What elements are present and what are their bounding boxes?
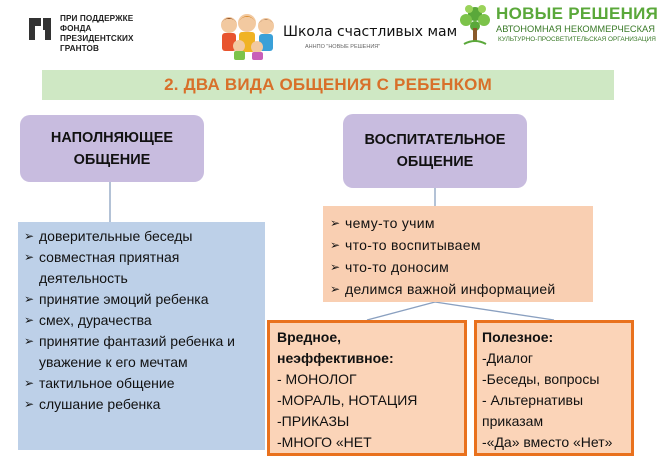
list-item-text: что-то доносим [345,259,450,275]
list-item [23,394,261,415]
arrow-bullet-icon: ➢ [330,282,341,296]
list-item-text: слушание ребенка [39,396,161,412]
arrow-bullet-icon: ➢ [330,238,341,252]
educational-communication-node [343,114,527,188]
pfg-line: ПРЕЗИДЕНТСКИХ [60,34,134,43]
list-item [23,373,261,394]
arrow-bullet-icon: ➢ [24,313,35,327]
useful-heading: Полезное: [482,329,554,345]
list-item-text: тактильное общение [39,375,175,391]
header [0,0,658,66]
list-item-text: совместная приятная деятельность [39,249,180,286]
list-item-text: делимся важной информацией [345,281,556,297]
arrow-bullet-icon: ➢ [24,397,35,411]
harmful-item: -МОРАЛЬ, НОТАЦИЯ [277,392,418,408]
presidential-grants-logo [26,12,176,60]
new-solutions-logo [456,2,658,58]
useful-box [474,320,634,456]
title-bar [42,70,614,100]
list-item-text: доверительные беседы [39,228,193,244]
list-item [329,212,589,234]
arrow-bullet-icon: ➢ [24,229,35,243]
page-title: 2. ДВА ВИДА ОБЩЕНИЯ С РЕБЕНКОМ [164,75,492,94]
pfg-line: ПРИ ПОДДЕРЖКЕ [60,14,134,23]
list-item-text: принятие эмоций ребенка [39,291,209,307]
family-kids-icon [215,12,281,60]
list-item [329,278,589,300]
happy-moms-school-logo [215,10,458,62]
harmful-heading-2: неэффективное: [277,350,394,366]
harmful-item: - МОНОЛОГ [277,371,357,387]
list-item [23,331,261,373]
arrow-bullet-icon: ➢ [330,260,341,274]
harmful-item: -ПРИКАЗЫ [277,413,350,429]
school-subtitle: АННПО "НОВЫЕ РЕШЕНИЯ" [305,44,381,50]
new-solutions-subtitle-2: КУЛЬТУРНО-ПРОСВЕТИТЕЛЬСКАЯ ОРГАНИЗАЦИЯ [498,36,656,43]
list-item [23,289,261,310]
tree-icon [456,2,494,48]
list-item [329,256,589,278]
arrow-bullet-icon: ➢ [24,292,35,306]
harmful-item: -МНОГО «НЕТ [277,434,372,450]
harmful-box [267,320,467,456]
node-label: НАПОЛНЯЮЩЕЕ [50,129,174,146]
harmful-heading: Вредное, [277,329,342,345]
pfg-line: ГРАНТОВ [60,44,99,53]
list-item-text: принятие фантазий ребенка и уважение к его мечтам [39,333,235,370]
node-label: ОБЩЕНИЕ [73,151,151,168]
arrow-bullet-icon: ➢ [330,216,341,230]
educational-communication-list [323,206,593,302]
useful-item: - Альтернативы приказам [482,392,584,429]
school-title: Школа счастливых мам [283,24,458,40]
list-item [329,234,589,256]
list-item [23,247,261,289]
list-item-text: чему-то учим [345,215,435,231]
list-item [23,310,261,331]
connector-useful [435,302,554,320]
node-label: ВОСПИТАТЕЛЬНОЕ [364,132,506,148]
connector-harmful [367,302,435,320]
list-item-text: смех, дурачества [39,312,152,328]
filling-communication-list [18,222,265,450]
arrow-bullet-icon: ➢ [24,250,35,264]
pfg-line: ФОНДА [60,24,92,33]
useful-item: -Диалог [482,350,533,366]
new-solutions-subtitle: АВТОНОМНАЯ НЕКОММЕРЧЕСКАЯ [496,24,655,34]
node-label: ОБЩЕНИЕ [396,154,474,170]
arrow-bullet-icon: ➢ [24,376,35,390]
presidential-grants-emblem-icon [26,14,54,42]
useful-item: -«Да» вместо «Нет» [482,434,613,450]
list-item-text: что-то воспитываем [345,237,481,253]
presidential-grants-text [60,14,180,54]
arrow-bullet-icon: ➢ [24,334,35,348]
new-solutions-title: НОВЫЕ РЕШЕНИЯ [496,4,658,23]
useful-item: -Беседы, вопросы [482,371,600,387]
filling-communication-node [20,115,204,182]
list-item [23,226,261,247]
